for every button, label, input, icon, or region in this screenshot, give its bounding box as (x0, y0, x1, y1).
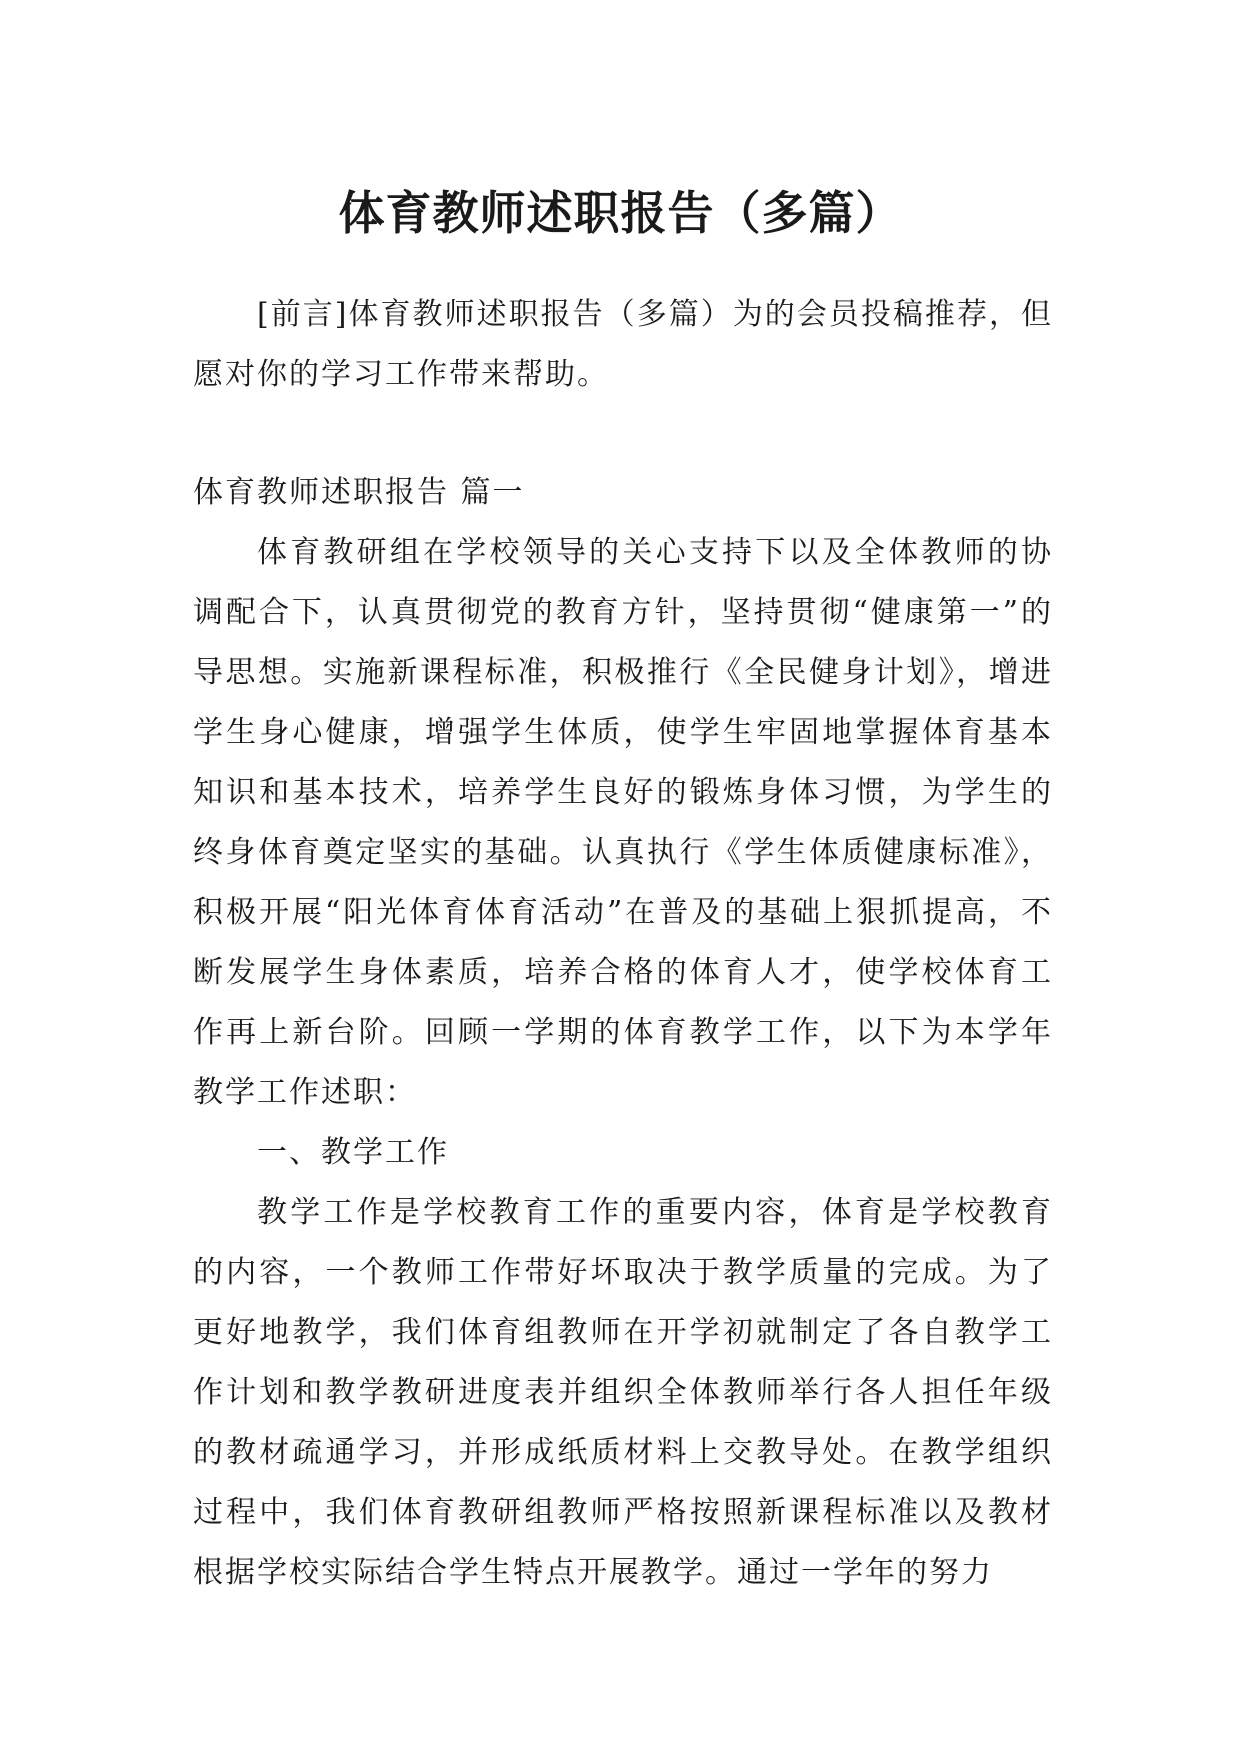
body-paragraph-1: 体育教研组在学校领导的关心支持下以及全体教师的协调配合下，认真贯彻党的教育方针，坚持贯彻“健康第一”的导思想。实施新课程标准，积极推行《全民健身计划》，增进学生身心健康，增强学生体质，使学生牢固地掌握体育基本知识和基本技术，培养学生良好的锻炼身体习惯，为学生的终身体育奠定坚实的基础。认真执行《学生体质健康标准》，积极开展“阳光体育体育活动”在普及的基础上狠抓提高，不断发展学生身体素质，培养合格的体育人才，使学校体育工作再上新台阶。回顾一学期的体育教学工作，以下为本学年教学工作述职： (193, 535, 1053, 1110)
preface-block (193, 285, 1053, 405)
section-heading: 体育教师述职报告 篇一 (193, 475, 525, 510)
subheading-teaching-work: 一、教学工作 (257, 1135, 449, 1170)
article-body (193, 463, 1053, 1603)
body-paragraph-2: 教学工作是学校教育工作的重要内容，体育是学校教育的内容，一个教师工作带好坏取决于教学质量的完成。为了更好地教学，我们体育组教师在开学初就制定了各自教学工作计划和教学教研进度表并组织全体教师举行各人担任年级的教材疏通学习，并形成纸质材料上交教导处。在教学组织过程中，我们体育教研组教师严格按照新课程标准以及教材根据学校实际结合学生特点开展教学。通过一学年的努力 (193, 1195, 1053, 1590)
document-title: 体育教师述职报告（多篇） (338, 185, 903, 240)
preface-paragraph: [前言]体育教师述职报告（多篇）为的会员投稿推荐，但愿对你的学习工作带来帮助。 (193, 297, 1053, 392)
